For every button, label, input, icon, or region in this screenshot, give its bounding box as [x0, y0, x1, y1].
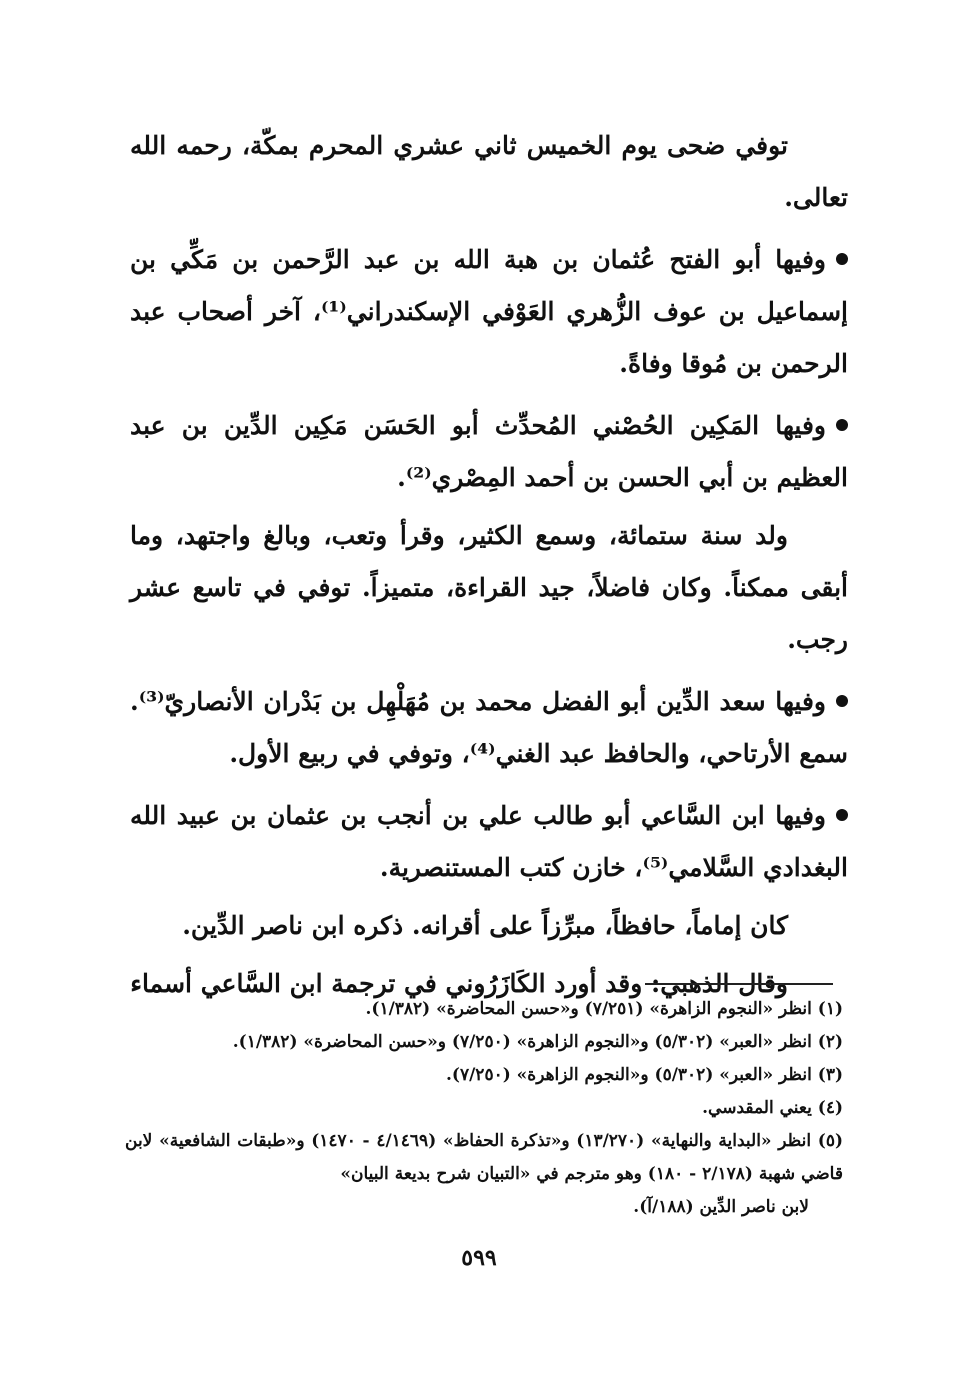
paragraph-4: ولد سنة ستمائة، وسمع الكثير، وقرأ وتعب، وبالغ واجتهد، وما أبقى ممكناً. وكان فاضلاً، جيد القراءة، متميزاً. توفي في تاسع عشر رجب. — [130, 521, 848, 654]
bullet-icon — [836, 419, 848, 431]
footnote-3: (٣) انظر «العبر» (٥/٣٠٢) و«النجوم الزاهرة» (٧/٢٥٠). — [446, 1065, 843, 1085]
bullet-icon — [836, 809, 848, 821]
paragraph-3 — [130, 400, 848, 504]
footnote-5: (٥) انظر «البداية والنهاية» (١٣/٢٧٠) و«تذكرة الحفاظ» (٤/١٤٦٩ - ١٤٧٠) و«طبقات الشافعية» لابن قاضي شهبة (٢/١٧٨ - ١٨٠) وهو مترجم في «التبيان شرح بديعة البيان» — [125, 1131, 844, 1184]
paragraph-3-text: وفيها المَكِين الحُصْني المُحدِّث أبو الحَسَن مَكِين الدِّين بن عبد العظيم بن أبي الحسن بن أحمد المِصْري⁽²⁾. — [130, 411, 848, 492]
paragraph-6 — [130, 790, 848, 894]
paragraph-2-text: وفيها أبو الفتح عُثمان بن هبة الله بن عبد الرَّحمن بن مَكِّي بن إسماعيل بن عوف الزُّهري العَوْفي الإسكندراني⁽¹⁾، آخر أصحاب عبد الرحمن بن مُوقا وفاةً. — [130, 245, 848, 378]
footnotes — [125, 993, 843, 1224]
paragraph-5-text: وفيها سعد الدِّين أبو الفضل محمد بن مُهَلْهِل بن بَدْران الأنصاريّ⁽³⁾. سمع الأرتاحي، والحافظ عبد الغني⁽⁴⁾، وتوفي في ربيع الأول. — [130, 687, 848, 768]
paragraph-7: كان إماماً، حافظاً، مبرِّزاً على أقرانه. ذكره ابن ناصر الدِّين. — [182, 911, 788, 940]
bullet-icon — [836, 695, 848, 707]
footnote-2: (٢) انظر «العبر» (٥/٣٠٢) و«النجوم الزاهرة» (٧/٢٥٠) و«حسن المحاضرة» (١/٣٨٢). — [232, 1032, 843, 1052]
bullet-icon — [836, 253, 848, 265]
footnote-4: (٤) يعني المقدسي. — [702, 1098, 843, 1118]
paragraph-5 — [130, 676, 848, 780]
paragraph-2 — [130, 234, 848, 390]
main-text — [130, 120, 848, 1016]
paragraph-1: توفي ضحى يوم الخميس ثاني عشري المحرم بمكّة، رحمه الله تعالى. — [130, 131, 848, 212]
page-number: ٥٩٩ — [461, 1245, 497, 1271]
footnote-1: (١) انظر «النجوم الزاهرة» (٧/٢٥١) و«حسن المحاضرة» (١/٣٨٢). — [365, 999, 843, 1019]
footnote-5-continuation: لابن ناصر الدِّين (١٨٨/آ). — [633, 1197, 809, 1217]
footnote-divider — [645, 983, 833, 985]
paragraph-8: وقال الذهبي: وقد أورد الكَازَرُوني في ترجمة ابن السَّاعي أسماء — [130, 969, 788, 998]
paragraph-6-text: وفيها ابن السَّاعي أبو طالب علي بن أنجب بن عثمان بن عبيد الله البغدادي السَّلامي⁽⁵⁾، خازن كتب المستنصرية. — [130, 801, 848, 882]
